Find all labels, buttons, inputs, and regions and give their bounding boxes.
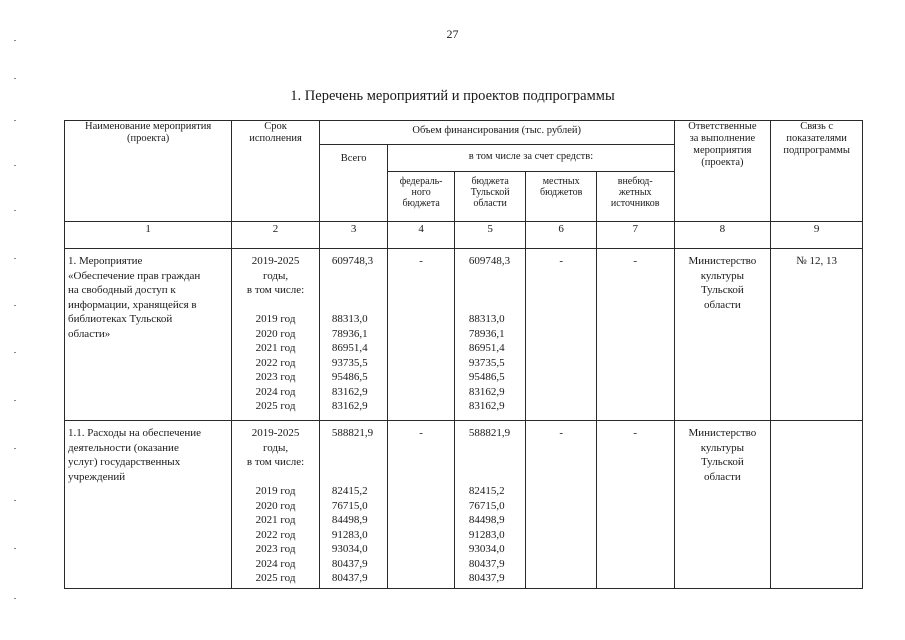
header-local <box>526 172 597 222</box>
text-line: Срок <box>264 121 287 132</box>
text-line: бюджета <box>471 176 509 187</box>
activity-local: - <box>526 249 597 421</box>
text-line: 2024 год <box>255 385 296 398</box>
text-line: 86951,4 <box>331 342 368 354</box>
text-line: Ответственные <box>688 121 757 132</box>
text-line: библиотеках Тульской <box>68 313 173 325</box>
text-line: 2020 год <box>255 499 296 512</box>
table-row <box>65 421 863 589</box>
text-line: 83162,9 <box>331 385 368 398</box>
text-line: 93735,5 <box>331 356 368 369</box>
activity-term <box>232 421 320 589</box>
activity-name <box>65 249 232 421</box>
text-line: 82415,2 <box>468 485 505 497</box>
text-line: 2019-2025 <box>251 427 300 439</box>
text-line: 2019 год <box>255 485 296 497</box>
text-line: 83162,9 <box>331 400 368 412</box>
text-line: культуры <box>700 441 745 454</box>
text-line: 2019-2025 <box>251 255 300 267</box>
text-line: показателями <box>786 133 847 144</box>
text-line: 78936,1 <box>331 327 368 340</box>
text-line: 80437,9 <box>468 557 505 570</box>
header-sources: в том числе за счет средств: <box>388 145 674 172</box>
header-name <box>65 121 232 222</box>
activity-federal: - <box>388 249 454 421</box>
text-line: подпрограммы <box>783 145 850 156</box>
header-responsible <box>674 121 771 222</box>
text-line: 93034,0 <box>331 543 368 555</box>
column-number: 2 <box>232 222 320 249</box>
activity-responsible <box>674 421 771 589</box>
column-number: 5 <box>454 222 526 249</box>
activity-regional: 588821,9 82415,2 76715,0 84498,9 91283,0 93034,0 80437,9 80437,9 <box>454 421 526 589</box>
text-line: внебюд- <box>617 176 653 187</box>
text-line: области <box>704 470 741 483</box>
page-title: 1. Перечень мероприятий и проектов подпрограммы <box>290 88 615 104</box>
text-line: годы, <box>262 441 289 454</box>
text-line: на свободный доступ к <box>68 284 176 296</box>
column-number: 6 <box>526 222 597 249</box>
text-line: 95486,5 <box>331 371 368 383</box>
text-line: деятельности (оказание <box>68 441 179 454</box>
text-line: 76715,0 <box>468 499 505 512</box>
text-line: 2021 год <box>255 514 296 526</box>
text-line: бюджетов <box>539 187 583 198</box>
text-line: жетных <box>618 187 652 198</box>
activity-name <box>65 421 232 589</box>
text-line: 2020 год <box>255 327 296 340</box>
text-line: информации, хранящейся в <box>68 298 197 311</box>
text-line: Тульской <box>470 187 510 198</box>
text-line: 2024 год <box>255 557 296 570</box>
text-line: 76715,0 <box>331 499 368 512</box>
text-line: мероприятия <box>693 145 752 156</box>
text-line: 1. Мероприятие <box>68 255 143 267</box>
text-line: Наименование мероприятия <box>85 121 212 132</box>
text-line: 2025 год <box>255 400 296 412</box>
activity-local: - <box>526 421 597 589</box>
header-funding: Объем финансирования (тыс. рублей) <box>319 121 674 145</box>
activity-regional: 609748,3 88313,0 78936,1 86951,4 93735,5 95486,5 83162,9 83162,9 <box>454 249 526 421</box>
column-number: 7 <box>596 222 674 249</box>
text-line: за выполнение <box>689 133 756 144</box>
text-line: «Обеспечение прав граждан <box>68 269 201 282</box>
text-line: бюджета <box>402 198 440 209</box>
column-number: 3 <box>319 222 388 249</box>
text-line: 88313,0 <box>468 313 505 325</box>
text-line: культуры <box>700 269 745 282</box>
activity-link <box>771 421 863 589</box>
activity-total: 588821,9 82415,2 76715,0 84498,9 91283,0 93034,0 80437,9 80437,9 <box>319 421 388 589</box>
header-term <box>232 121 320 222</box>
text-line: 83162,9 <box>468 385 505 398</box>
activity-link: № 12, 13 <box>771 249 863 421</box>
text-line: в том числе: <box>246 456 305 468</box>
header-total: Всего <box>319 145 388 222</box>
text-line: 1.1. Расходы на обеспечение <box>68 427 202 439</box>
text-line: 80437,9 <box>331 557 368 570</box>
text-line: 95486,5 <box>468 371 505 383</box>
column-number: 8 <box>674 222 771 249</box>
text-line: местных <box>542 176 580 187</box>
text-line: (проекта) <box>126 133 170 144</box>
text-line: федераль- <box>399 176 443 187</box>
text-line: 83162,9 <box>468 400 505 412</box>
text-line: 2023 год <box>255 371 296 383</box>
text-line: 2019 год <box>255 313 296 325</box>
text-line: 2025 год <box>255 572 296 584</box>
activity-offbudget: - <box>596 249 674 421</box>
text-line: в том числе: <box>246 284 305 296</box>
column-numbers-row <box>65 222 863 249</box>
text-line: (проекта) <box>701 157 744 168</box>
text-line: Тульской <box>701 284 744 296</box>
header-regional <box>454 172 526 222</box>
text-line: области <box>704 298 741 311</box>
text-line: 82415,2 <box>331 485 368 497</box>
text-line: 91283,0 <box>468 528 505 541</box>
text-line: 80437,9 <box>331 572 368 584</box>
text-line: 84498,9 <box>468 514 505 526</box>
text-line: 88313,0 <box>331 313 368 325</box>
column-number: 1 <box>65 222 232 249</box>
text-line: 2022 год <box>255 356 296 369</box>
text-line: 91283,0 <box>331 528 368 541</box>
activity-offbudget: - <box>596 421 674 589</box>
table-row <box>65 249 863 421</box>
text-line: Связь с <box>800 121 834 132</box>
text-line: ного <box>411 187 431 198</box>
text-line: источников <box>610 198 660 209</box>
header-federal <box>388 172 454 222</box>
text-line: 86951,4 <box>468 342 505 354</box>
text-line: годы, <box>262 269 289 282</box>
text-line: Тульской <box>701 456 744 468</box>
activity-term <box>232 249 320 421</box>
text-line: исполнения <box>249 133 302 144</box>
page-number: 27 <box>446 27 459 41</box>
text-line: 2022 год <box>255 528 296 541</box>
activities-table <box>64 120 863 589</box>
text-line: Министерство <box>688 427 757 439</box>
text-line: 2023 год <box>255 543 296 555</box>
text-line: Министерство <box>688 255 757 267</box>
activity-total: 609748,3 88313,0 78936,1 86951,4 93735,5 95486,5 83162,9 83162,9 <box>319 249 388 421</box>
text-line: 78936,1 <box>468 327 505 340</box>
text-line: услуг) государственных <box>68 456 181 468</box>
text-line: 93735,5 <box>468 356 505 369</box>
activity-responsible <box>674 249 771 421</box>
activity-federal: - <box>388 421 454 589</box>
text-line: области» <box>68 327 111 340</box>
text-line: области <box>473 198 507 209</box>
text-line: 93034,0 <box>468 543 505 555</box>
text-line: 80437,9 <box>468 572 505 584</box>
text-line: 2021 год <box>255 342 296 354</box>
header-link <box>771 121 863 222</box>
column-number: 4 <box>388 222 454 249</box>
text-line: 84498,9 <box>331 514 368 526</box>
header-offbudget <box>596 172 674 222</box>
column-number: 9 <box>771 222 863 249</box>
text-line: учреждений <box>68 470 126 483</box>
